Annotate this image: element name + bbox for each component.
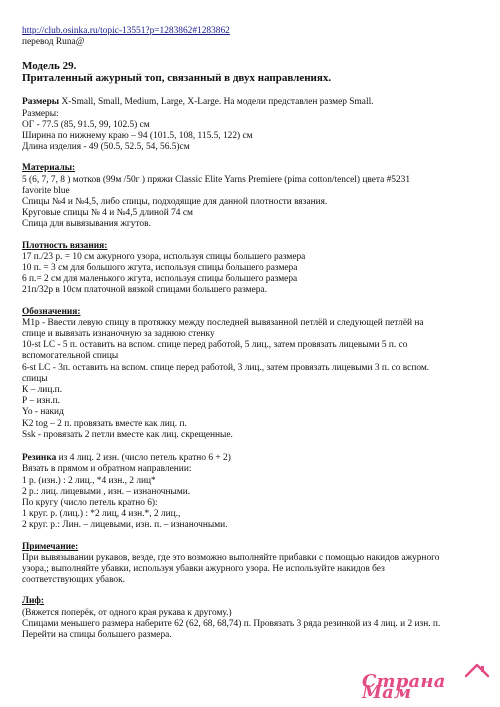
rib-label: Резинка xyxy=(22,453,57,464)
rib-line: 1 р. (изн.) : 2 лиц., *4 изн., 2 лиц* xyxy=(22,475,156,486)
sizes-line: Длина изделия - 49 (50.5, 52.5, 54, 56.5)см xyxy=(22,142,190,153)
sizes-line: ОГ - 77.5 (85, 91.5, 99, 102.5) см xyxy=(22,119,150,130)
site-watermark xyxy=(362,671,496,704)
notation-line: Yo - накид xyxy=(22,407,64,418)
bodice-title: Лиф: xyxy=(22,596,44,607)
materials-title: Материалы: xyxy=(22,163,76,174)
sizes-intro xyxy=(22,97,482,108)
sizes-label: Размеры xyxy=(22,97,60,108)
gauge-line: 6 п.= 2 см для маленького жгута, используя спицы большего размера xyxy=(22,274,298,285)
gauge-line: 10 п. = 3 см для большого жгута, используя спицы большего размера xyxy=(22,263,298,274)
note-line: соответствующих убавок. xyxy=(22,575,126,586)
rib-line: 2 р.: лиц. лицевыми , изн. – изнаночными. xyxy=(22,486,191,497)
rib-intro xyxy=(22,453,482,464)
notation-line: спицы xyxy=(22,373,48,384)
rib-intro-text: из 4 лиц. 2 изн. (число петель кратно 6 + 2) xyxy=(56,453,231,464)
sizes-line: Размеры: xyxy=(22,108,59,119)
note-line: При вывязывании рукавов, везде, где это возможно выполняйте прибавки с помощью накидов ажурного xyxy=(22,552,440,563)
note-line: узора,; выполняйте убавки, используя убавки ажурного узора. Не используйте накидов без xyxy=(22,563,385,574)
materials-line: Спицы №4 и №4,5, либо спицы, подходящие для данной плотности вязания. xyxy=(22,197,328,208)
rib-line: 1 круг. р. (лиц.) : *2 лиц, 4 изн.*, 2 лиц., xyxy=(22,509,181,520)
materials-line: Спица для вывязывания жгутов. xyxy=(22,219,151,230)
gauge-title: Плотность вязания: xyxy=(22,240,108,251)
materials-line: Круговые спицы № 4 и №4,5 длиной 74 см xyxy=(22,208,193,219)
notation-line: Р – изн.п. xyxy=(22,396,61,407)
materials-line: favorite blue xyxy=(22,185,70,196)
notation-line: K2 tog – 2 п. провязать вместе как лиц. п. xyxy=(22,418,187,429)
rib-line: Вязать в прямом и обратном направлении: xyxy=(22,464,192,475)
notation-line: спице и вывязать изнаночную за заднюю стенку xyxy=(22,329,215,340)
bodice-line: (Вяжется поперёк, от одного края рукава к другому.) xyxy=(22,607,232,618)
notation-line: Ssk - провязать 2 петли вместе как лиц. скрещенные. xyxy=(22,429,233,440)
house-roof-icon xyxy=(464,662,490,680)
notation-line: вспомогательной спицы xyxy=(22,351,119,362)
watermark-text: Страна Мам xyxy=(362,671,446,704)
rib-line: 2 круг. р.: Лин. – лицевыми, изн. п. – изнаночными. xyxy=(22,520,228,531)
model-number: Модель 29. xyxy=(22,60,77,73)
gauge-line: 21п/32р в 10см платочной вязкой спицами большего размера. xyxy=(22,285,267,296)
bodice-line: Перейти на спицы большего размера. xyxy=(22,629,172,640)
translator-credit: перевод Runa@ xyxy=(22,37,85,48)
materials-line: 5 (6, 7, 7, 8 ) мотков (99м /50г ) пряжи Classic Elite Yarns Premiere (pima cotton/tencel) цвета #5231 xyxy=(22,174,411,185)
gauge-line: 17 п./23 р. = 10 см ажурного узора, используя спицы большего размера xyxy=(22,251,306,262)
rib-line: По кругу (число петель кратно 6): xyxy=(22,497,158,508)
note-title: Примечание: xyxy=(22,541,79,552)
source-link[interactable]: http://club.osinka.ru/topic-13551?p=1283862#1283862 xyxy=(22,26,230,36)
bodice-line: Спицами меньшего размера наберите 62 (62, 68, 68,74) п. Провязать 3 ряда резинкой из 4 лиц. и 2 изн. п. xyxy=(22,618,441,629)
notation-line: М1р - Ввести левую спицу в протяжку между последней вывязанной петлёй и следующей петлёй на xyxy=(22,317,424,328)
notation-line: К – лиц.п. xyxy=(22,385,63,396)
pattern-title: Приталенный ажурный топ, связанный в двух направлениях. xyxy=(22,72,332,85)
notation-line: 6-st LC - 3п. оставить на вспом. спице перед работой, 3 лиц., затем провязать лицевыми 3 п. со вспом. xyxy=(22,362,430,373)
notation-title: Обозначения: xyxy=(22,306,81,317)
sizes-intro-text: X-Small, Small, Medium, Large, X-Large. На модели представлен размер Small. xyxy=(59,97,374,108)
sizes-line: Ширина по нижнему краю – 94 (101.5, 108, 115.5, 122) см xyxy=(22,131,253,142)
document-page xyxy=(22,26,482,641)
notation-line: 10-st LC - 5 п. оставить на вспом. спице перед работой, 5 лиц., затем провязать лицевыми 5 п. со xyxy=(22,340,408,351)
